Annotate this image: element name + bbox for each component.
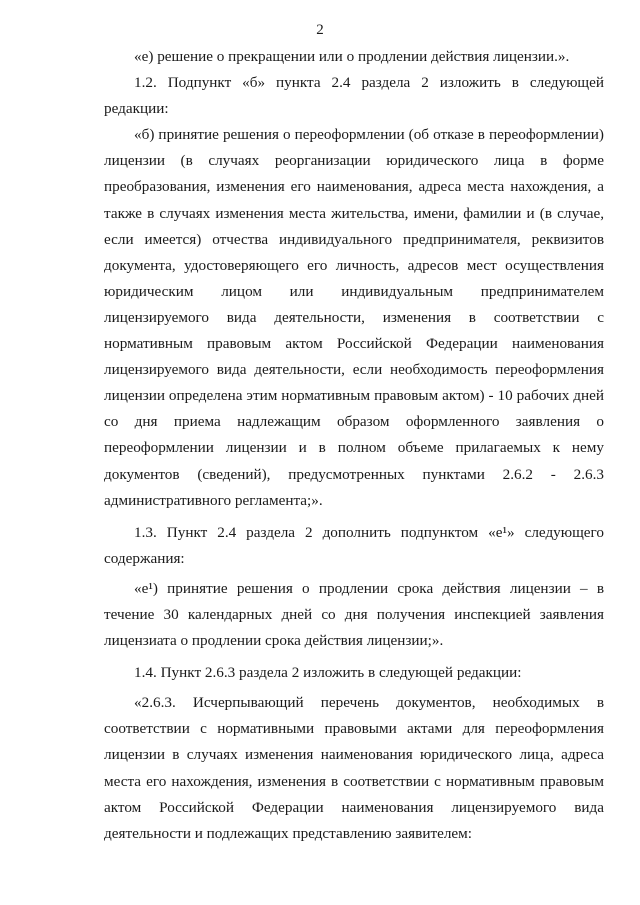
page-number: 2 <box>316 22 324 38</box>
paragraph-amendment-1-3: 1.3. Пункт 2.4 раздела 2 дополнить подпунктом «е¹» следующего содержания: <box>104 523 604 567</box>
paragraph-amendment-1-4: 1.4. Пункт 2.6.3 раздела 2 изложить в следующей редакции: <box>134 664 522 682</box>
paragraph-item-e1-extension: «е¹) принятие решения о продлении срока действия лицензии – в течение 30 календарных дней со дня получения инспекцией заявления лицензиата о продлении срока действия лицензии;». <box>104 579 604 650</box>
paragraph-item-e-decision: «е) решение о прекращении или о продлении действия лицензии.». <box>134 48 570 65</box>
document-body <box>104 44 604 847</box>
paragraph-item-b-reissue: «б) принятие решения о переоформлении (об отказе в переоформлении) лицензии (в случаях реорганизации юридического лица в форме преобразования, изменения его наименования, адреса места нахождения, а также в случаях изменения места жительства, имени, фамилии и (в случае, если имеется) отчества индивидуального предпринимателя, реквизитов документа, удостоверяющего его личность, адресов мест осуществления юридическим лицом или индивидуальным предпринимателем лицензируемого вида деятельности, изменения в соответствии с нормативным правовым актом Российской Федерации наименования лицензируемого вида деятельности, если необходимость переоформления лицензии определена этим нормативным правовым актом) - 10 рабочих дней со дня приема надлежащим образом оформленного заявления о переоформлении лицензии и в полном объеме прилагаемых к нему документов (сведений), предусмотренных пунктами 2.6.2 - 2.6.3 административного регламента;». <box>104 126 604 509</box>
paragraph-amendment-1-2: 1.2. Подпункт «б» пункта 2.4 раздела 2 изложить в следующей редакции: <box>104 74 604 118</box>
paragraph-item-2-6-3: «2.6.3. Исчерпывающий перечень документов, необходимых в соответствии с нормативными правовыми актами для переоформления лицензии в случаях изменения наименования юридического лица, адреса места его нахождения, изменения в соответствии с нормативным правовым актом Российской Федерации наименования лицензируемого вида деятельности и подлежащих представлению заявителем: <box>104 694 604 842</box>
